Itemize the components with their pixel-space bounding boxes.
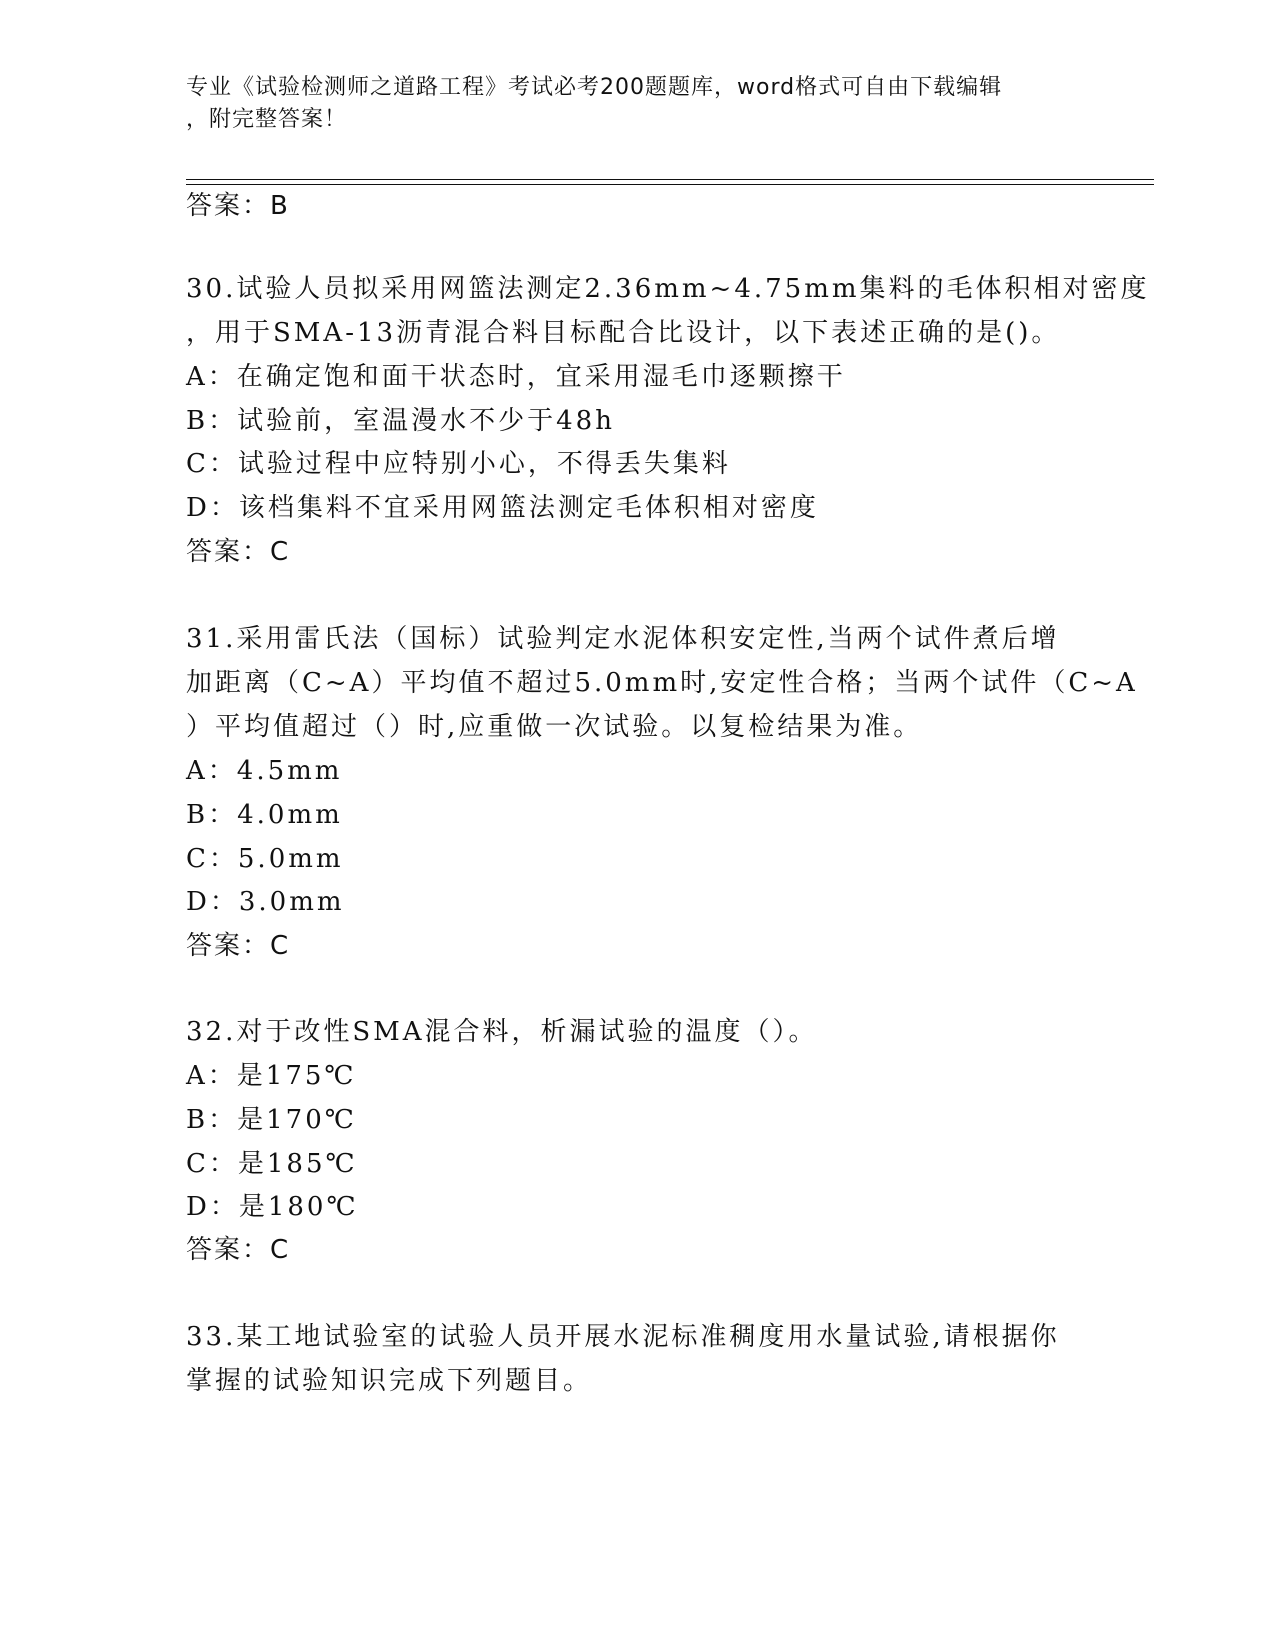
header-rule-top (186, 179, 1154, 180)
answer-previous: 答案：B (186, 191, 290, 221)
question-31-line-3: ）平均值超过（）时,应重做一次试验。以复检结果为准。 (186, 712, 923, 742)
question-32-option-d: D：是180℃ (186, 1192, 359, 1222)
page-header (186, 72, 1086, 136)
question-30-option-d: D：该档集料不宜采用网篮法测定毛体积相对密度 (186, 493, 819, 523)
question-32-option-c: C：是185℃ (186, 1149, 358, 1179)
question-32-option-a: A：是175℃ (186, 1061, 357, 1091)
question-31-option-c: C：5.0mm (186, 844, 344, 874)
question-31-line-1: 31.采用雷氏法（国标）试验判定水泥体积安定性,当两个试件煮后增 (186, 624, 1060, 654)
question-30-option-b: B：试验前，室温漫水不少于48h (186, 406, 615, 436)
question-33-line-2: 掌握的试验知识完成下列题目。 (186, 1366, 593, 1396)
question-32-line-1: 32.对于改性SMA混合料，析漏试验的温度（）。 (186, 1017, 818, 1047)
question-31-answer: 答案：C (186, 931, 291, 961)
question-31-option-d: D：3.0mm (186, 887, 345, 917)
header-rule-bottom (186, 184, 1154, 185)
header-line-2: ，附完整答案！ (186, 107, 348, 132)
question-33-line-1: 33.某工地试验室的试验人员开展水泥标准稠度用水量试验,请根据你 (186, 1322, 1060, 1352)
question-30-line-1: 30.试验人员拟采用网篮法测定2.36mm~4.75mm集料的毛体积相对密度 (186, 274, 1150, 304)
header-line-1: 专业《试验检测师之道路工程》考试必考200题题库，word格式可自由下载编辑 (186, 75, 1003, 100)
question-31-line-2: 加距离（C~A）平均值不超过5.0mm时,安定性合格；当两个试件（C~A (186, 668, 1138, 698)
question-30-option-c: C：试验过程中应特别小心，不得丢失集料 (186, 449, 731, 479)
question-30-answer: 答案：C (186, 537, 291, 567)
question-30-option-a: A：在确定饱和面干状态时，宜采用湿毛巾逐颗擦干 (186, 362, 846, 392)
question-32-answer: 答案：C (186, 1235, 291, 1265)
question-31-option-b: B：4.0mm (186, 800, 343, 830)
question-30-line-2: ，用于SMA-13沥青混合料目标配合比设计，以下表述正确的是()。 (186, 318, 1061, 348)
question-31-option-a: A：4.5mm (186, 756, 343, 786)
question-32-option-b: B：是170℃ (186, 1105, 357, 1135)
